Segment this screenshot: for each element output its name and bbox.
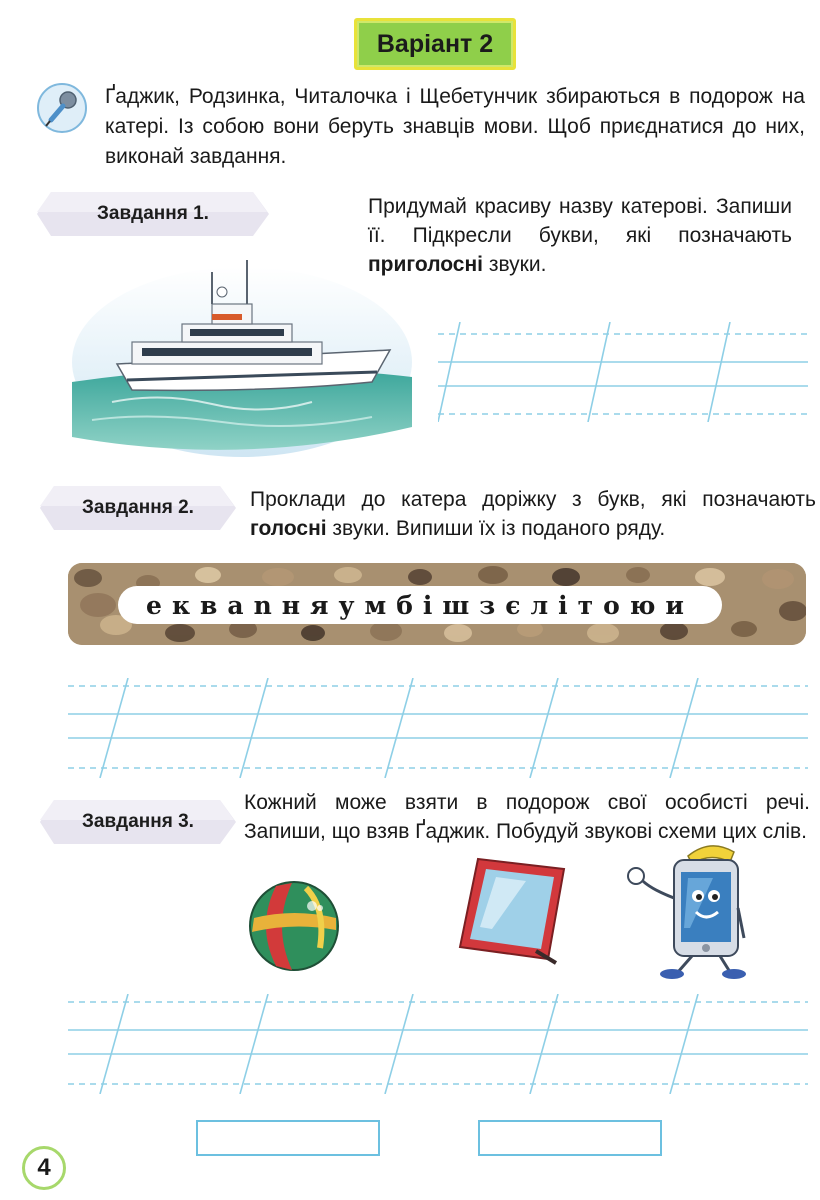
writing-lines-task-2[interactable]: [68, 678, 808, 778]
boat-illustration: [72, 252, 412, 467]
letter-row: екваnняумбішзєлітоюи: [118, 586, 722, 624]
variant-title-text: Варіант 2: [376, 29, 494, 58]
mirror-icon: [456, 855, 568, 965]
task-1-label: Завдання 1.: [37, 192, 269, 236]
task-3-text: Кожний може взяти в подорож свої особисті речі. Запиши, що взяв Ґаджик. Побудуй звукові схеми цих слів.: [244, 791, 810, 843]
task-3-label: Завдання 3.: [40, 800, 236, 844]
page-number: 4: [22, 1146, 66, 1190]
variant-title: [354, 18, 516, 70]
sound-scheme-box-1[interactable]: [196, 1120, 380, 1156]
task-2-label: Завдання 2.: [40, 486, 236, 530]
task-2-text: Проклади до катера доріжку з букв, які позначають голосні звуки. Випиши їх із поданого ряду.: [250, 488, 816, 540]
phone-character-icon: [618, 838, 748, 980]
writing-lines-task-1[interactable]: [438, 322, 808, 422]
task-1-text: Придумай красиву назву катерові. Запиши її. Підкресли букви, які позначають приголосні звуки.: [368, 195, 792, 276]
intro-text: Ґаджик, Родзинка, Читалочка і Щебетунчик збираються в подорож на катері. Із собою вони беруть знавців мови. Щоб приєднатися до них, виконай завдання.: [105, 85, 805, 168]
sound-scheme-box-2[interactable]: [478, 1120, 662, 1156]
writing-lines-task-3[interactable]: [68, 994, 808, 1094]
microphone-icon: [36, 82, 88, 134]
ball-icon: [246, 878, 342, 974]
